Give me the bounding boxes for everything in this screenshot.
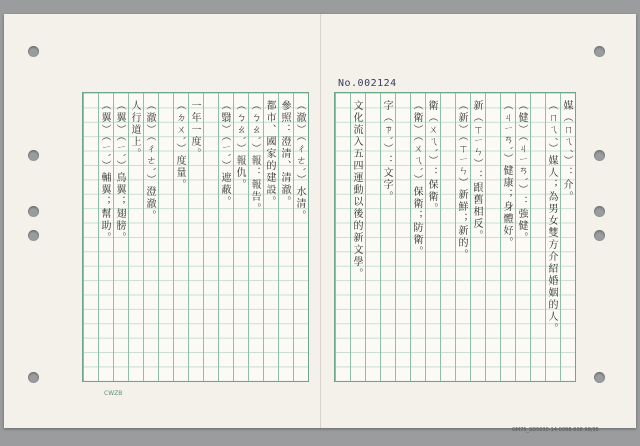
right-column-3: （健）（ㄐㄧㄢˋ）：強健。 bbox=[516, 100, 527, 244]
binding-hole bbox=[28, 150, 39, 161]
left-column-6: （翳）（ㄧˋ）遮蔽。 bbox=[219, 100, 230, 208]
right-column-1: 媒（ㄇㄟˊ）：介。 bbox=[561, 100, 572, 203]
left-column-10: 人行道上。 bbox=[129, 100, 140, 160]
left-column-2: 參照：澄清、清澈。 bbox=[279, 100, 290, 208]
binding-hole bbox=[594, 230, 605, 241]
right-column-7: 衛（ㄨㄟˋ）：保衛。 bbox=[426, 100, 437, 215]
left-column-8: （ㄉㄨˋ）度量。 bbox=[174, 100, 185, 191]
right-column-5: 新（ㄒㄧㄣ）：跟舊相反。 bbox=[471, 100, 482, 242]
binding-hole bbox=[28, 230, 39, 241]
binding-hole bbox=[594, 206, 605, 217]
right-column-10: 文化流入五四運動以後的新文學。 bbox=[351, 100, 362, 280]
binding-hole bbox=[28, 206, 39, 217]
left-column-9: （澈）（ㄔㄜˋ）澄澈。 bbox=[144, 100, 155, 222]
left-column-11: （翼）（ㄧˋ）鳥翼；翅膀。 bbox=[114, 100, 125, 244]
serial-number: No.002124 bbox=[338, 78, 397, 89]
page-fold bbox=[320, 14, 321, 428]
page-mark: CWZB bbox=[104, 390, 123, 397]
left-column-7: 一年一度。 bbox=[189, 100, 200, 160]
left-column-12: （翼）（ㄧˋ）輔翼；幫助。 bbox=[99, 100, 110, 244]
archive-note: GM75_SD5030-14-0098-008 98/95 bbox=[512, 427, 599, 433]
right-column-8: （衛）（ㄨㄟˋ）保衛；防衛。 bbox=[411, 100, 422, 258]
binding-hole bbox=[28, 46, 39, 57]
left-column-5: （ㄅㄠˋ）報仇。 bbox=[234, 100, 245, 191]
binding-hole bbox=[594, 372, 605, 383]
left-column-3: 都市、國家的建設。 bbox=[264, 100, 275, 208]
binding-hole bbox=[594, 150, 605, 161]
right-column-6: （新）（ㄒㄧㄣ）新鮮；新的。 bbox=[456, 100, 467, 261]
binding-hole bbox=[28, 372, 39, 383]
left-column-4: （ㄅㄠˋ）報：報告。 bbox=[249, 100, 260, 215]
right-column-4: （ㄐㄧㄢˋ）健康；身體好。 bbox=[501, 100, 512, 249]
binding-hole bbox=[594, 46, 605, 57]
right-column-9: 字（ㄗˋ）：文字。 bbox=[381, 100, 392, 203]
manuscript-sheet bbox=[4, 14, 636, 433]
right-column-2: （ㄇㄟˊ）媒人；為男女雙方介紹婚姻的人。 bbox=[546, 100, 557, 335]
left-column-1: （澈）（ㄔㄜˋ）水清。 bbox=[294, 100, 305, 222]
